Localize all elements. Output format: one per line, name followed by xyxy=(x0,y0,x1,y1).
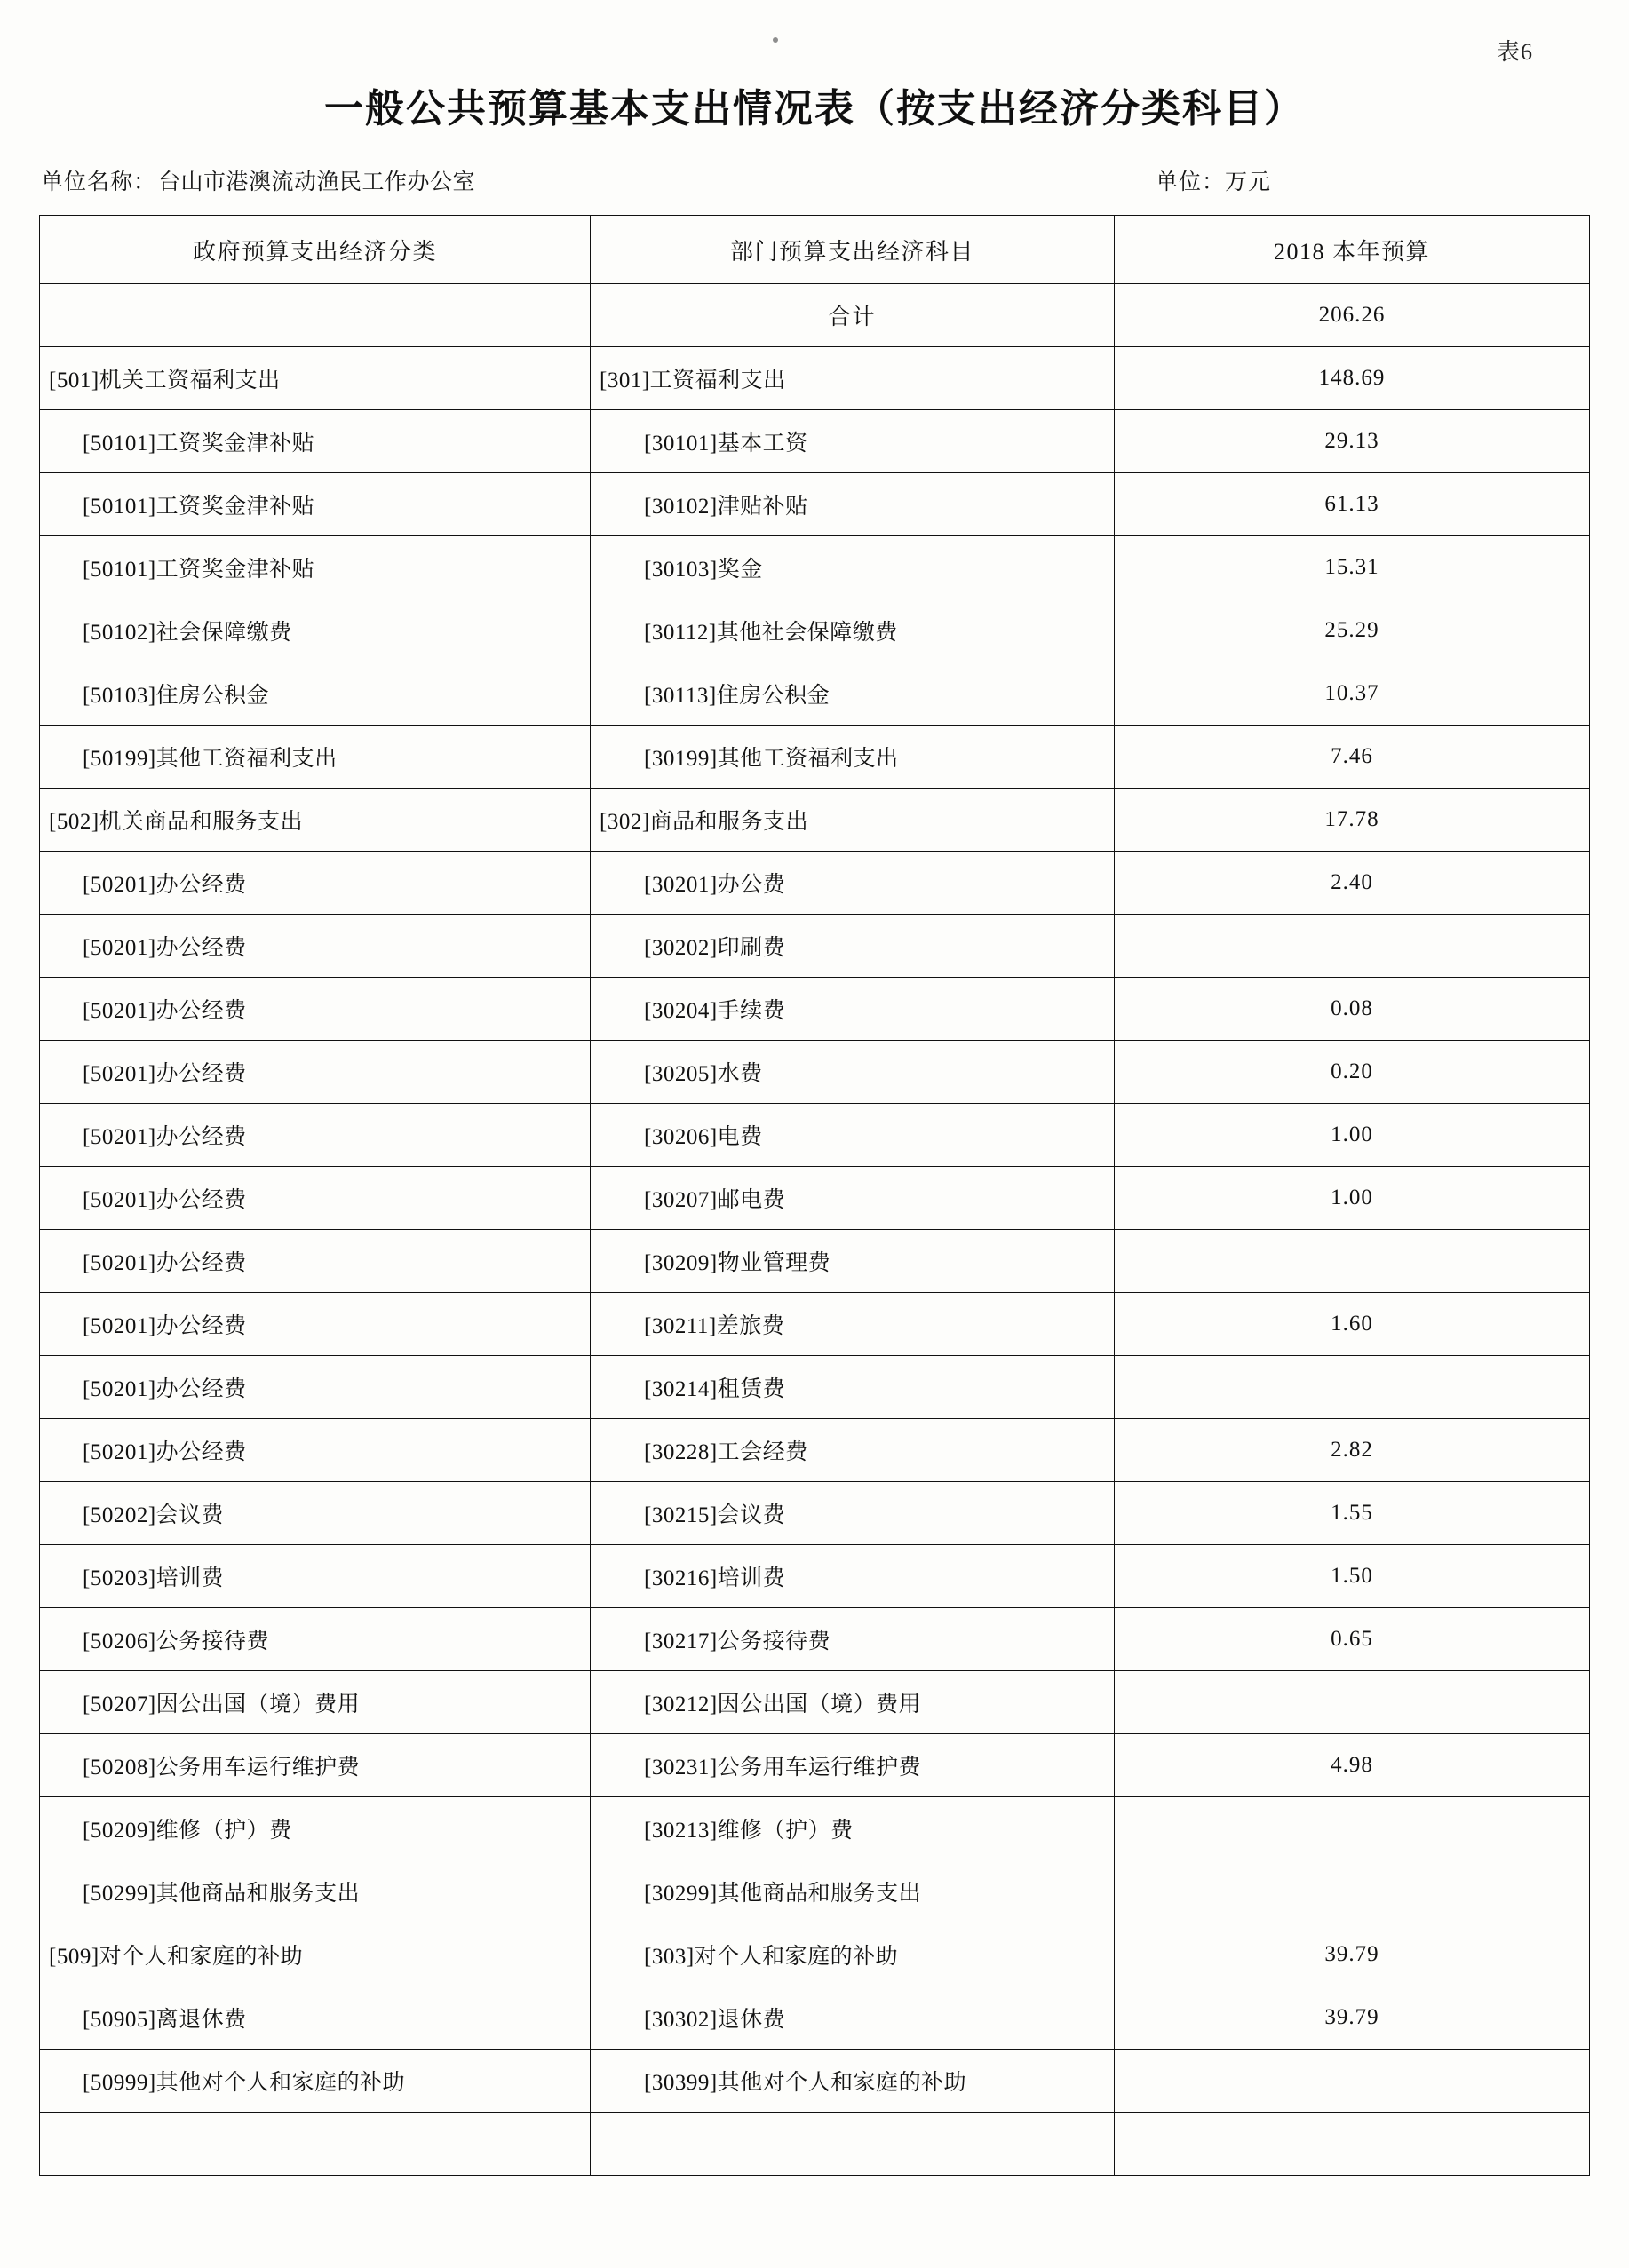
table-body xyxy=(40,284,1590,2176)
amount-cell: 39.79 xyxy=(1115,1986,1590,2050)
dept-subject-cell: [30103]奖金 xyxy=(591,536,1115,599)
amount-cell: 0.20 xyxy=(1115,1041,1590,1104)
amount-cell: 17.78 xyxy=(1115,789,1590,852)
ink-dot-mark xyxy=(773,37,778,43)
amount-cell: 15.31 xyxy=(1115,536,1590,599)
amount-cell: 1.00 xyxy=(1115,1167,1590,1230)
dept-subject-cell: [30204]手续费 xyxy=(591,978,1115,1041)
gov-category-cell: [50206]公务接待费 xyxy=(40,1608,591,1671)
gov-category-cell: [50202]会议费 xyxy=(40,1482,591,1545)
unit-name-value: 台山市港澳流动渔民工作办公室 xyxy=(158,170,476,194)
amount-cell: 148.69 xyxy=(1115,347,1590,410)
gov-category-cell xyxy=(40,2113,591,2176)
gov-category-cell: [50199]其他工资福利支出 xyxy=(40,726,591,789)
table-row xyxy=(40,1797,1590,1860)
gov-category-cell: [50207]因公出国（境）费用 xyxy=(40,1671,591,1734)
dept-subject-cell: [30201]办公费 xyxy=(591,852,1115,915)
table-row xyxy=(40,473,1590,536)
amount-cell: 0.08 xyxy=(1115,978,1590,1041)
amount-cell: 4.98 xyxy=(1115,1734,1590,1797)
gov-category-cell: [509]对个人和家庭的补助 xyxy=(40,1923,591,1986)
amount-cell: 1.50 xyxy=(1115,1545,1590,1608)
table-row xyxy=(40,1230,1590,1293)
amount-cell xyxy=(1115,1860,1590,1923)
gov-category-cell: [50201]办公经费 xyxy=(40,1104,591,1167)
dept-subject-cell: [30202]印刷费 xyxy=(591,915,1115,978)
column-header-budget-year: 2018 本年预算 xyxy=(1115,216,1590,284)
table-row xyxy=(40,1986,1590,2050)
dept-subject-cell: [30102]津贴补贴 xyxy=(591,473,1115,536)
dept-subject-cell: [301]工资福利支出 xyxy=(591,347,1115,410)
dept-subject-cell: [30209]物业管理费 xyxy=(591,1230,1115,1293)
amount-cell: 25.29 xyxy=(1115,599,1590,662)
dept-subject-cell: [30302]退休费 xyxy=(591,1986,1115,2050)
table-row xyxy=(40,1167,1590,1230)
gov-category-cell: [50201]办公经费 xyxy=(40,1356,591,1419)
table-row xyxy=(40,1671,1590,1734)
table-row xyxy=(40,1923,1590,1986)
gov-category-cell: [50999]其他对个人和家庭的补助 xyxy=(40,2050,591,2113)
table-row xyxy=(40,2113,1590,2176)
gov-category-cell: [50299]其他商品和服务支出 xyxy=(40,1860,591,1923)
table-row xyxy=(40,599,1590,662)
gov-category-cell: [50208]公务用车运行维护费 xyxy=(40,1734,591,1797)
table-row xyxy=(40,1608,1590,1671)
dept-subject-cell: [30199]其他工资福利支出 xyxy=(591,726,1115,789)
amount-cell: 1.55 xyxy=(1115,1482,1590,1545)
dept-subject-cell: [30217]公务接待费 xyxy=(591,1608,1115,1671)
amount-cell xyxy=(1115,1356,1590,1419)
dept-subject-cell: [30215]会议费 xyxy=(591,1482,1115,1545)
gov-category-cell: [50201]办公经费 xyxy=(40,852,591,915)
dept-subject-cell: [30101]基本工资 xyxy=(591,410,1115,473)
gov-category-cell: [50103]住房公积金 xyxy=(40,662,591,726)
table-row xyxy=(40,1734,1590,1797)
dept-subject-cell: [30113]住房公积金 xyxy=(591,662,1115,726)
gov-category-cell: [50905]离退休费 xyxy=(40,1986,591,2050)
table-row xyxy=(40,1545,1590,1608)
dept-subject-cell: [30207]邮电费 xyxy=(591,1167,1115,1230)
dept-subject-cell: [30399]其他对个人和家庭的补助 xyxy=(591,2050,1115,2113)
amount-cell: 1.00 xyxy=(1115,1104,1590,1167)
unit-name-block xyxy=(41,164,475,196)
amount-cell: 2.82 xyxy=(1115,1419,1590,1482)
gov-category-cell: [50101]工资奖金津补贴 xyxy=(40,473,591,536)
total-label-cell: 合计 xyxy=(591,284,1115,347)
total-gov-cell xyxy=(40,284,591,347)
page-title: 一般公共预算基本支出情况表（按支出经济分类科目） xyxy=(324,87,1305,131)
document-meta xyxy=(41,164,1576,194)
amount-cell xyxy=(1115,1797,1590,1860)
amount-cell: 2.40 xyxy=(1115,852,1590,915)
gov-category-cell: [50201]办公经费 xyxy=(40,978,591,1041)
gov-category-cell: [50201]办公经费 xyxy=(40,1167,591,1230)
dept-subject-cell: [30205]水费 xyxy=(591,1041,1115,1104)
gov-category-cell: [50203]培训费 xyxy=(40,1545,591,1608)
table-row xyxy=(40,852,1590,915)
dept-subject-cell: [30214]租赁费 xyxy=(591,1356,1115,1419)
gov-category-cell: [50102]社会保障缴费 xyxy=(40,599,591,662)
dept-subject-cell: [30206]电费 xyxy=(591,1104,1115,1167)
dept-subject-cell: [30216]培训费 xyxy=(591,1545,1115,1608)
table-row xyxy=(40,1356,1590,1419)
table-row xyxy=(40,978,1590,1041)
gov-category-cell: [50201]办公经费 xyxy=(40,1293,591,1356)
dept-subject-cell: [30212]因公出国（境）费用 xyxy=(591,1671,1115,1734)
table-row xyxy=(40,789,1590,852)
dept-subject-cell: [30211]差旅费 xyxy=(591,1293,1115,1356)
gov-category-cell: [50201]办公经费 xyxy=(40,1041,591,1104)
amount-cell: 7.46 xyxy=(1115,726,1590,789)
amount-cell xyxy=(1115,1230,1590,1293)
amount-cell: 10.37 xyxy=(1115,662,1590,726)
amount-cell xyxy=(1115,2050,1590,2113)
gov-category-cell: [50201]办公经费 xyxy=(40,915,591,978)
dept-subject-cell: [302]商品和服务支出 xyxy=(591,789,1115,852)
dept-subject-cell: [303]对个人和家庭的补助 xyxy=(591,1923,1115,1986)
unit-name-label: 单位名称： xyxy=(41,170,157,194)
gov-category-cell: [50209]维修（护）费 xyxy=(40,1797,591,1860)
dept-subject-cell: [30213]维修（护）费 xyxy=(591,1797,1115,1860)
dept-subject-cell xyxy=(591,2113,1115,2176)
table-row xyxy=(40,1860,1590,1923)
table-number-mark: 表6 xyxy=(1496,39,1533,65)
table-row xyxy=(40,726,1590,789)
amount-cell: 29.13 xyxy=(1115,410,1590,473)
amount-cell: 39.79 xyxy=(1115,1923,1590,1986)
gov-category-cell: [501]机关工资福利支出 xyxy=(40,347,591,410)
table-row xyxy=(40,536,1590,599)
amount-cell xyxy=(1115,1671,1590,1734)
dept-subject-cell: [30228]工会经费 xyxy=(591,1419,1115,1482)
budget-table xyxy=(39,215,1590,2176)
amount-unit-label: 单位：万元 xyxy=(1156,170,1272,194)
table-row-total xyxy=(40,284,1590,347)
table-row xyxy=(40,347,1590,410)
dept-subject-cell: [30112]其他社会保障缴费 xyxy=(591,599,1115,662)
gov-category-cell: [50201]办公经费 xyxy=(40,1419,591,1482)
table-row xyxy=(40,1104,1590,1167)
table-row xyxy=(40,2050,1590,2113)
gov-category-cell: [50201]办公经费 xyxy=(40,1230,591,1293)
table-row xyxy=(40,410,1590,473)
dept-subject-cell: [30231]公务用车运行维护费 xyxy=(591,1734,1115,1797)
table-row xyxy=(40,662,1590,726)
gov-category-cell: [50101]工资奖金津补贴 xyxy=(40,536,591,599)
table-row xyxy=(40,1419,1590,1482)
table-row xyxy=(40,1482,1590,1545)
column-header-dept-subject: 部门预算支出经济科目 xyxy=(591,216,1115,284)
amount-cell xyxy=(1115,2113,1590,2176)
column-header-gov-category: 政府预算支出经济分类 xyxy=(40,216,591,284)
gov-category-cell: [50101]工资奖金津补贴 xyxy=(40,410,591,473)
table-row xyxy=(40,1293,1590,1356)
table-row xyxy=(40,1041,1590,1104)
gov-category-cell: [502]机关商品和服务支出 xyxy=(40,789,591,852)
amount-cell: 61.13 xyxy=(1115,473,1590,536)
amount-cell: 1.60 xyxy=(1115,1293,1590,1356)
total-amount-cell: 206.26 xyxy=(1115,284,1590,347)
amount-cell: 0.65 xyxy=(1115,1608,1590,1671)
table-header-row xyxy=(40,216,1590,284)
dept-subject-cell: [30299]其他商品和服务支出 xyxy=(591,1860,1115,1923)
table-row xyxy=(40,915,1590,978)
amount-cell xyxy=(1115,915,1590,978)
